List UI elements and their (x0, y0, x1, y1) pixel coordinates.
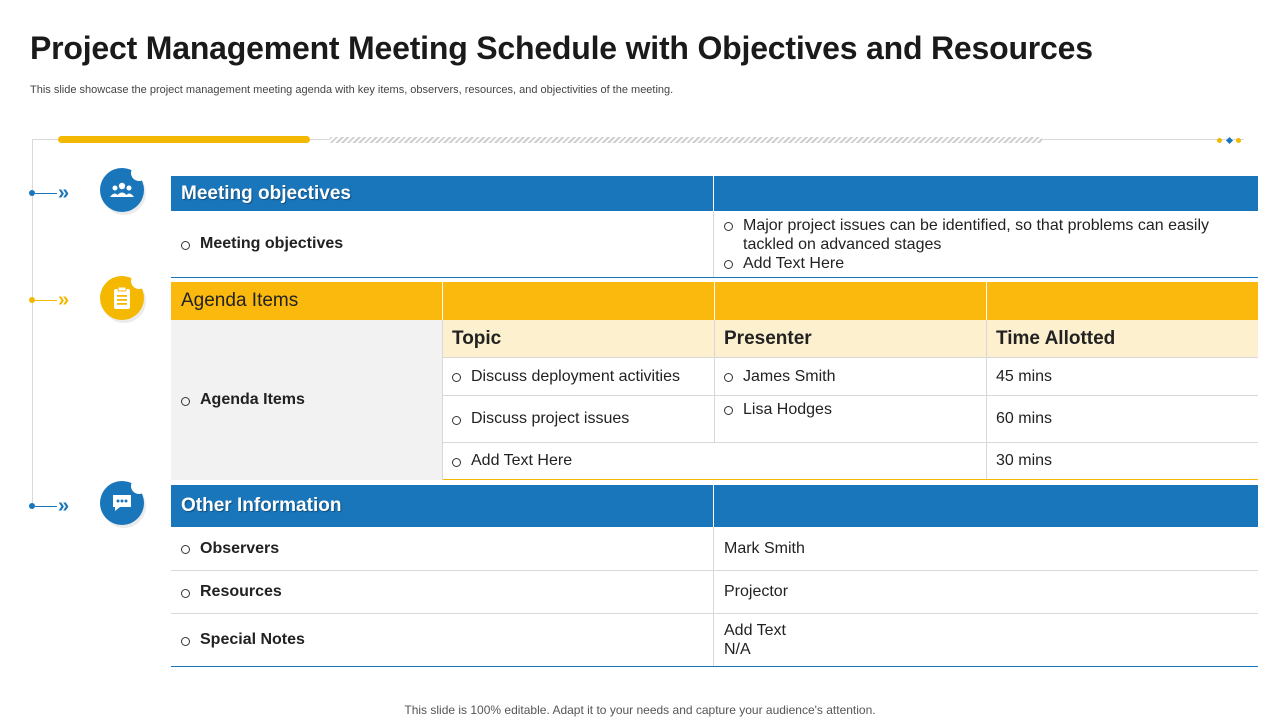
agenda-row (443, 358, 1258, 396)
other-value-line: Add Text (724, 622, 786, 639)
chevron-double-right-icon: » (58, 289, 70, 311)
other-header-title: Other Information (171, 485, 714, 527)
other-value-line: N/A (724, 641, 751, 658)
bullet-icon (724, 406, 733, 415)
hatched-divider (330, 137, 1042, 143)
agenda-time: 60 mins (996, 410, 1053, 427)
agenda-topic: Add Text Here (443, 443, 987, 479)
other-row (171, 614, 1258, 667)
other-label: Special Notes (171, 614, 714, 666)
other-value (714, 614, 1258, 666)
agenda-presenter: Lisa Hodges (715, 396, 987, 442)
agenda-header-blank (715, 282, 987, 320)
other-header-blank (714, 485, 1258, 527)
bullet-icon (181, 241, 190, 250)
agenda-time: 45 mins (996, 367, 1053, 385)
accent-dot (1236, 138, 1241, 143)
agenda-header-blank (443, 282, 715, 320)
agenda-columns-row (443, 320, 1258, 358)
other-value: Projector (724, 583, 789, 600)
chevron-double-right-icon: » (58, 495, 70, 517)
objectives-header (171, 176, 1258, 211)
chevron-double-right-icon: » (58, 182, 70, 204)
agenda-time: 30 mins (996, 452, 1053, 469)
bullet-icon (181, 545, 190, 554)
team-icon (100, 168, 144, 212)
agenda-presenter: James Smith (715, 358, 987, 395)
connector-line (35, 506, 57, 507)
column-presenter: Presenter (715, 320, 987, 357)
connector-line (35, 193, 57, 194)
bullet-icon (724, 222, 733, 231)
agenda-header-title: Agenda Items (171, 282, 443, 320)
bullet-icon (724, 260, 733, 269)
agenda-row (443, 396, 1258, 443)
bullet-icon (724, 373, 733, 382)
bullet-icon (181, 637, 190, 646)
chat-icon (100, 481, 144, 525)
objectives-label: Meeting objectives (171, 211, 714, 277)
clipboard-icon (100, 276, 144, 320)
objectives-header-title: Meeting objectives (171, 176, 714, 211)
bullet-icon (181, 397, 190, 406)
bullet-icon (452, 458, 461, 467)
agenda-label-cell: Agenda Items (171, 320, 443, 480)
other-label: Resources (171, 571, 714, 613)
objective-item: Add Text Here (743, 254, 845, 272)
other-row (171, 571, 1258, 614)
objectives-header-blank (714, 176, 1258, 211)
agenda-row (443, 443, 1258, 480)
page-subtitle: This slide showcase the project management meeting agenda with key items, observers, resources, and objectivities of the meeting. (30, 84, 674, 96)
bullet-icon (452, 373, 461, 382)
agenda-topic: Discuss deployment activities (443, 358, 715, 395)
other-header (171, 485, 1258, 527)
objective-item: tackled on advanced stages (743, 235, 942, 253)
other-row (171, 527, 1258, 571)
objectives-list (714, 211, 1258, 277)
bullet-icon (181, 589, 190, 598)
agenda-topic: Discuss project issues (443, 396, 715, 442)
page-title: Project Management Meeting Schedule with Objectives and Resources (30, 30, 1093, 66)
other-value: Mark Smith (724, 539, 805, 557)
connector-line (35, 300, 57, 301)
bullet-icon (452, 416, 461, 425)
accent-dot (1217, 138, 1222, 143)
agenda-header-blank (987, 282, 1258, 320)
agenda-header (171, 282, 1258, 320)
column-topic: Topic (443, 320, 715, 357)
objective-item: Major project issues can be identified, so that problems can easily (743, 216, 1210, 234)
accent-bar (58, 136, 310, 143)
footer-note: This slide is 100% editable. Adapt it to your needs and capture your audience's attention. (404, 703, 876, 717)
column-time: Time Allotted (996, 327, 1116, 349)
other-label: Observers (171, 527, 714, 570)
objectives-row (171, 211, 1258, 278)
